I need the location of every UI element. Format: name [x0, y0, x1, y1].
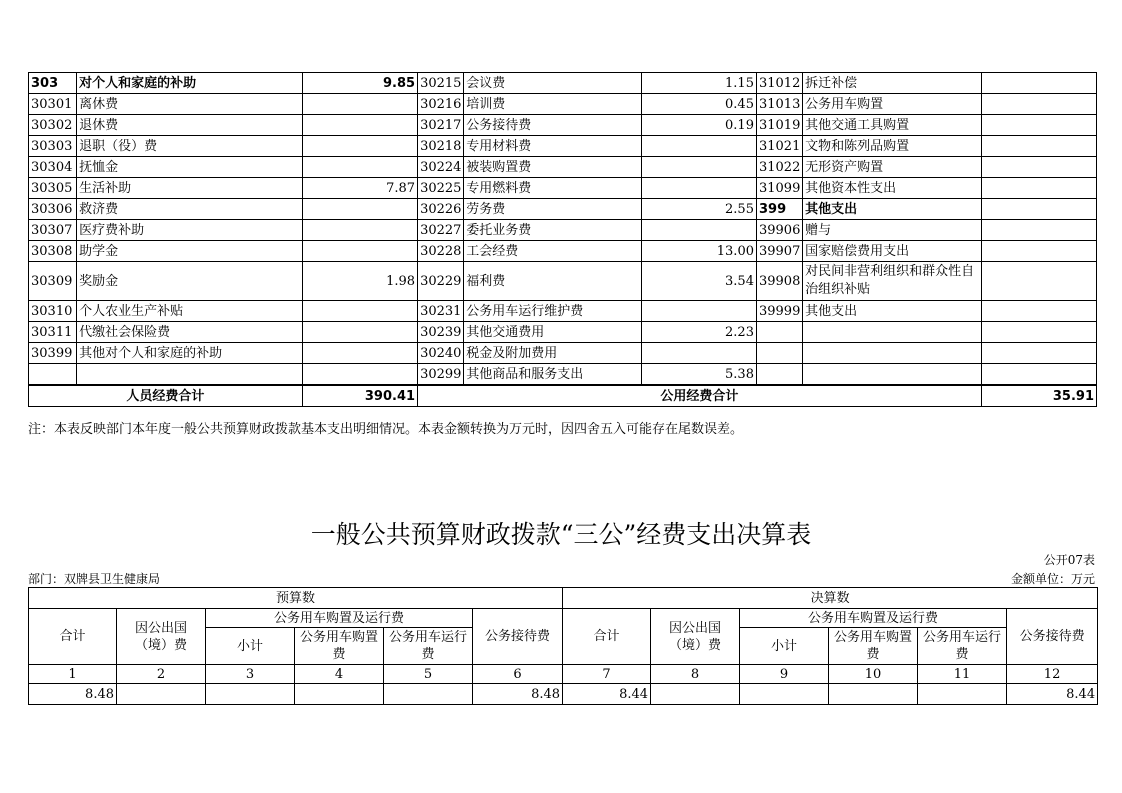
- value-cell: 8.48: [473, 684, 563, 705]
- cell-code: [29, 364, 77, 386]
- table-row: [29, 94, 1097, 115]
- value-cell: [651, 684, 740, 705]
- value-cell: [384, 684, 473, 705]
- cell-name: [77, 364, 303, 386]
- final-vehicle-purchase-header: 公务用车购置费: [829, 628, 918, 665]
- cell-amount: [302, 136, 417, 157]
- cell-amount: 9.85: [302, 73, 417, 94]
- cell-amount: [981, 157, 1096, 178]
- cell-code: 39999: [756, 301, 802, 322]
- column-number: 8: [651, 665, 740, 684]
- value-cell: [829, 684, 918, 705]
- table-number: 公开07表: [1043, 553, 1095, 567]
- cell-name: 公务接待费: [464, 115, 641, 136]
- column-number: 3: [206, 665, 295, 684]
- cell-amount: 2.23: [641, 322, 756, 343]
- column-number: 12: [1007, 665, 1098, 684]
- cell-name: [803, 322, 982, 343]
- column-number: 6: [473, 665, 563, 684]
- cell-code: 31019: [756, 115, 802, 136]
- cell-name: 其他资本性支出: [803, 178, 982, 199]
- department-label: 部门：双牌县卫生健康局: [28, 572, 161, 586]
- cell-amount: [302, 115, 417, 136]
- cell-amount: [302, 301, 417, 322]
- cell-code: 30216: [418, 94, 464, 115]
- table-row: [29, 199, 1097, 220]
- cell-amount: [302, 343, 417, 364]
- cell-name: 专用燃料费: [464, 178, 641, 199]
- column-number: 9: [740, 665, 829, 684]
- cell-code: 30302: [29, 115, 77, 136]
- budget-abroad-header: 因公出国（境）费: [117, 609, 206, 665]
- cell-name: 公务用车运行维护费: [464, 301, 641, 322]
- cell-name: 拆迁补偿: [803, 73, 982, 94]
- column-number: 2: [117, 665, 206, 684]
- value-cell: 8.44: [1007, 684, 1098, 705]
- cell-name: 代缴社会保险费: [77, 322, 303, 343]
- cell-name: 对民间非营利组织和群众性自治组织补贴: [803, 262, 982, 301]
- cell-amount: [981, 343, 1096, 364]
- public-total-value: 35.91: [981, 385, 1096, 407]
- cell-code: [756, 343, 802, 364]
- basic-expenditure-detail-table: [28, 72, 1097, 407]
- cell-code: 30224: [418, 157, 464, 178]
- budget-reception-header: 公务接待费: [473, 609, 563, 665]
- cell-name: 会议费: [464, 73, 641, 94]
- cell-name: [803, 364, 982, 386]
- cell-name: 专用材料费: [464, 136, 641, 157]
- cell-name: 退休费: [77, 115, 303, 136]
- cell-code: 39908: [756, 262, 802, 301]
- cell-code: 30399: [29, 343, 77, 364]
- cell-amount: 3.54: [641, 262, 756, 301]
- budget-header: 预算数: [29, 588, 563, 609]
- cell-name: 委托业务费: [464, 220, 641, 241]
- budget-vehicle-operation-header: 公务用车运行费: [384, 628, 473, 665]
- three-public-expenses-table: [28, 587, 1098, 705]
- cell-name: 公务用车购置: [803, 94, 982, 115]
- cell-name: 其他支出: [803, 301, 982, 322]
- cell-amount: [981, 94, 1096, 115]
- value-cell: [206, 684, 295, 705]
- cell-amount: [302, 199, 417, 220]
- cell-name: 培训费: [464, 94, 641, 115]
- page-title: 一般公共预算财政拨款“三公”经费支出决算表: [310, 520, 812, 549]
- cell-name: 其他商品和服务支出: [464, 364, 641, 386]
- cell-code: [756, 322, 802, 343]
- cell-amount: [981, 220, 1096, 241]
- cell-name: 无形资产购置: [803, 157, 982, 178]
- budget-vehicle-header: 公务用车购置及运行费: [206, 609, 473, 628]
- table-row: [29, 73, 1097, 94]
- cell-amount: [981, 301, 1096, 322]
- cell-amount: [981, 322, 1096, 343]
- table-row: [29, 220, 1097, 241]
- cell-name: 福利费: [464, 262, 641, 301]
- cell-code: 30304: [29, 157, 77, 178]
- cell-code: 31021: [756, 136, 802, 157]
- table-row: [29, 322, 1097, 343]
- cell-code: 30307: [29, 220, 77, 241]
- cell-amount: [302, 364, 417, 386]
- cell-name: 其他对个人和家庭的补助: [77, 343, 303, 364]
- budget-total-header: 合计: [29, 609, 117, 665]
- cell-code: 30226: [418, 199, 464, 220]
- table-row: [29, 178, 1097, 199]
- cell-amount: [981, 178, 1096, 199]
- final-total-header: 合计: [563, 609, 651, 665]
- cell-name: 生活补助: [77, 178, 303, 199]
- cell-amount: [981, 136, 1096, 157]
- cell-name: 其他交通费用: [464, 322, 641, 343]
- column-number-row: [29, 665, 1098, 684]
- cell-amount: 0.19: [641, 115, 756, 136]
- cell-code: 30308: [29, 241, 77, 262]
- final-reception-header: 公务接待费: [1007, 609, 1098, 665]
- cell-amount: [302, 157, 417, 178]
- final-abroad-header: 因公出国（境）费: [651, 609, 740, 665]
- cell-code: 30229: [418, 262, 464, 301]
- cell-code: 30299: [418, 364, 464, 386]
- value-row: [29, 684, 1098, 705]
- cell-amount: [641, 136, 756, 157]
- cell-code: 30303: [29, 136, 77, 157]
- cell-code: 30306: [29, 199, 77, 220]
- cell-name: 工会经费: [464, 241, 641, 262]
- unit-label: 金额单位：万元: [1010, 572, 1095, 586]
- cell-amount: 1.98: [302, 262, 417, 301]
- cell-name: 个人农业生产补贴: [77, 301, 303, 322]
- table-row: [29, 343, 1097, 364]
- column-number: 1: [29, 665, 117, 684]
- cell-code: 30228: [418, 241, 464, 262]
- cell-code: 30240: [418, 343, 464, 364]
- cell-code: 39907: [756, 241, 802, 262]
- cell-code: 30311: [29, 322, 77, 343]
- cell-name: 文物和陈列品购置: [803, 136, 982, 157]
- table-row: [29, 157, 1097, 178]
- cell-code: 31012: [756, 73, 802, 94]
- cell-code: 39906: [756, 220, 802, 241]
- cell-amount: 1.15: [641, 73, 756, 94]
- final-vehicle-header: 公务用车购置及运行费: [740, 609, 1007, 628]
- cell-code: 30301: [29, 94, 77, 115]
- value-cell: 8.44: [563, 684, 651, 705]
- cell-code: 399: [756, 199, 802, 220]
- value-cell: [918, 684, 1007, 705]
- column-number: 7: [563, 665, 651, 684]
- cell-name: 劳务费: [464, 199, 641, 220]
- column-number: 11: [918, 665, 1007, 684]
- cell-name: 被装购置费: [464, 157, 641, 178]
- cell-name: 对个人和家庭的补助: [77, 73, 303, 94]
- budget-vehicle-purchase-header: 公务用车购置费: [295, 628, 384, 665]
- cell-amount: 0.45: [641, 94, 756, 115]
- public-total-label: 公用经费合计: [418, 385, 982, 407]
- cell-name: 税金及附加费用: [464, 343, 641, 364]
- cell-amount: [641, 157, 756, 178]
- totals-row: [29, 385, 1097, 407]
- cell-amount: [641, 178, 756, 199]
- cell-name: 其他支出: [803, 199, 982, 220]
- cell-code: 30225: [418, 178, 464, 199]
- value-cell: [117, 684, 206, 705]
- cell-code: 303: [29, 73, 77, 94]
- cell-code: 31022: [756, 157, 802, 178]
- cell-name: 抚恤金: [77, 157, 303, 178]
- cell-code: 30231: [418, 301, 464, 322]
- table-note: 注：本表反映部门本年度一般公共预算财政拨款基本支出明细情况。本表金额转换为万元时，因四舍五入可能存在尾数误差。: [28, 422, 744, 437]
- cell-name: 助学金: [77, 241, 303, 262]
- cell-amount: [302, 241, 417, 262]
- cell-code: 30215: [418, 73, 464, 94]
- cell-name: 离休费: [77, 94, 303, 115]
- cell-code: 30309: [29, 262, 77, 301]
- cell-name: 国家赔偿费用支出: [803, 241, 982, 262]
- cell-amount: [981, 73, 1096, 94]
- cell-name: 其他交通工具购置: [803, 115, 982, 136]
- cell-amount: [641, 301, 756, 322]
- cell-amount: [641, 220, 756, 241]
- cell-code: 30310: [29, 301, 77, 322]
- cell-code: 31013: [756, 94, 802, 115]
- table-row: [29, 301, 1097, 322]
- cell-name: 赠与: [803, 220, 982, 241]
- value-cell: [740, 684, 829, 705]
- cell-code: 30217: [418, 115, 464, 136]
- cell-amount: 13.00: [641, 241, 756, 262]
- cell-amount: 7.87: [302, 178, 417, 199]
- table-row: [29, 262, 1097, 301]
- cell-amount: [302, 94, 417, 115]
- value-cell: 8.48: [29, 684, 117, 705]
- table-row: [29, 136, 1097, 157]
- final-vehicle-operation-header: 公务用车运行费: [918, 628, 1007, 665]
- cell-code: 30218: [418, 136, 464, 157]
- cell-amount: [981, 364, 1096, 386]
- cell-amount: 2.55: [641, 199, 756, 220]
- cell-amount: [981, 262, 1096, 301]
- cell-code: 30239: [418, 322, 464, 343]
- personnel-total-value: 390.41: [302, 385, 417, 407]
- table-row: [29, 115, 1097, 136]
- cell-code: [756, 364, 802, 386]
- cell-name: [803, 343, 982, 364]
- cell-amount: [981, 199, 1096, 220]
- cell-amount: [302, 220, 417, 241]
- cell-amount: [981, 115, 1096, 136]
- column-number: 5: [384, 665, 473, 684]
- column-number: 4: [295, 665, 384, 684]
- cell-code: 30227: [418, 220, 464, 241]
- cell-amount: [641, 343, 756, 364]
- cell-amount: [302, 322, 417, 343]
- personnel-total-label: 人员经费合计: [29, 385, 303, 407]
- cell-amount: 5.38: [641, 364, 756, 386]
- cell-code: 31099: [756, 178, 802, 199]
- cell-name: 退职（役）费: [77, 136, 303, 157]
- table-row: [29, 241, 1097, 262]
- column-number: 10: [829, 665, 918, 684]
- cell-name: 医疗费补助: [77, 220, 303, 241]
- budget-subtotal-header: 小计: [206, 628, 295, 665]
- cell-code: 30305: [29, 178, 77, 199]
- table-row: [29, 364, 1097, 386]
- cell-name: 奖励金: [77, 262, 303, 301]
- final-subtotal-header: 小计: [740, 628, 829, 665]
- value-cell: [295, 684, 384, 705]
- cell-name: 救济费: [77, 199, 303, 220]
- cell-amount: [981, 241, 1096, 262]
- final-header: 决算数: [563, 588, 1098, 609]
